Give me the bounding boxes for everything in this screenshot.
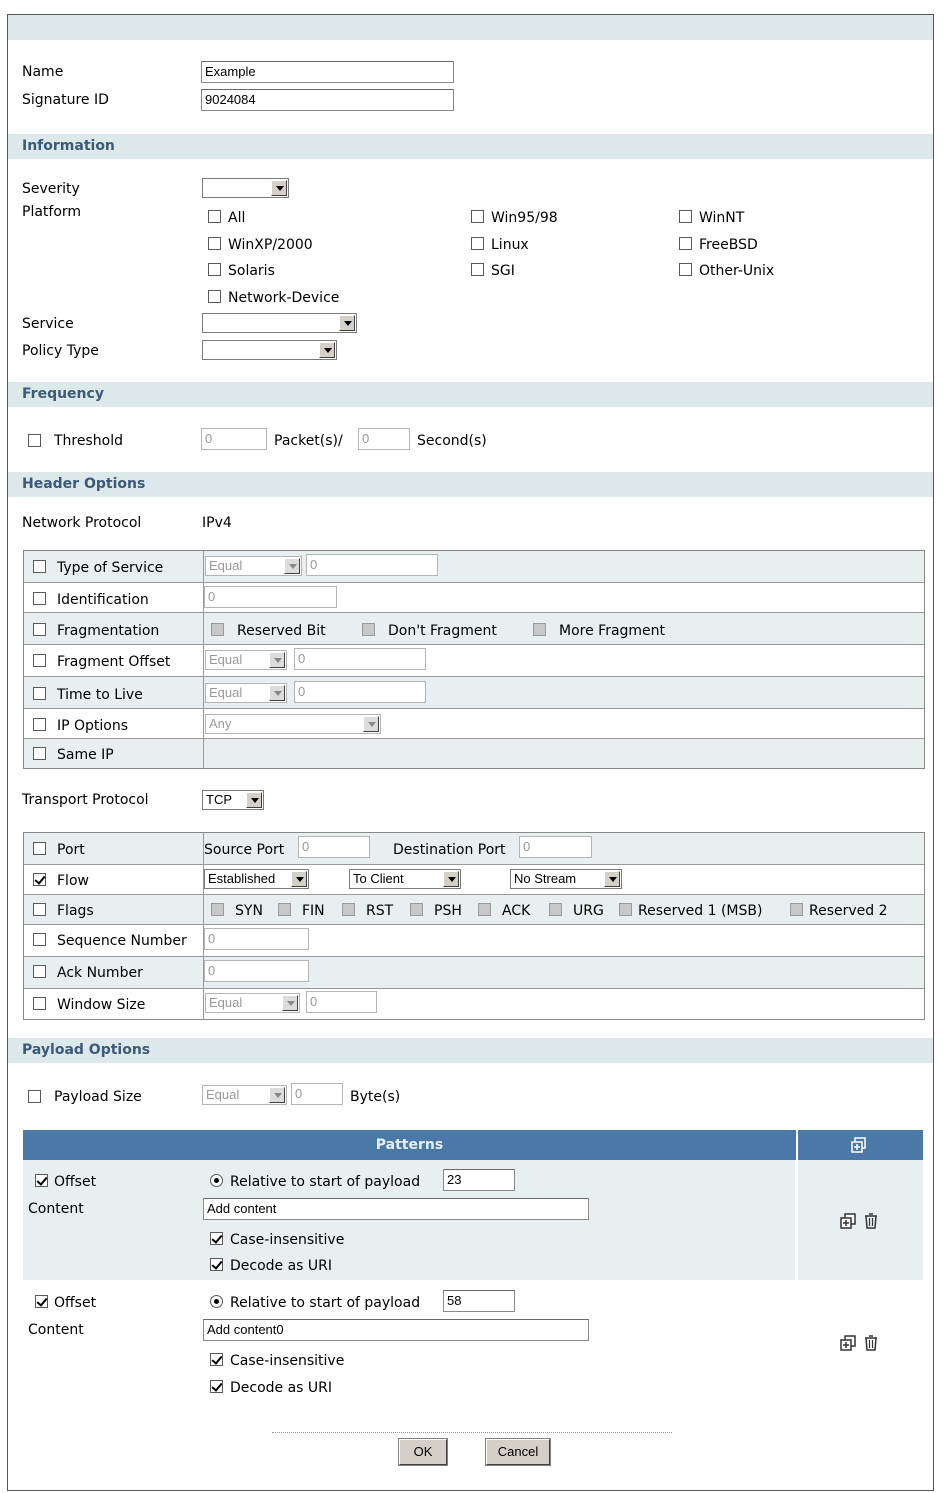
- pattern-1-uri-checkbox[interactable]: [210, 1258, 223, 1271]
- column-divider: [203, 551, 204, 768]
- seconds-input[interactable]: 0: [358, 428, 410, 450]
- dont-fragment-checkbox[interactable]: [362, 623, 375, 636]
- pattern-2-relative-radio[interactable]: [210, 1295, 223, 1308]
- window-size-checkbox[interactable]: [33, 997, 46, 1010]
- pattern-1-offset-checkbox[interactable]: [35, 1174, 48, 1187]
- identification-input[interactable]: 0: [204, 586, 337, 608]
- chevron-down-icon: [291, 871, 307, 887]
- flag-ack-checkbox[interactable]: [478, 903, 491, 916]
- pattern-1-offset-input[interactable]: 23: [443, 1169, 515, 1191]
- platform-freebsd-label: FreeBSD: [699, 237, 758, 253]
- packets-input[interactable]: 0: [201, 428, 267, 450]
- pattern-1-content-input[interactable]: Add content: [203, 1198, 589, 1220]
- flag-psh-label: PSH: [434, 903, 462, 919]
- platform-solaris-checkbox[interactable]: [208, 263, 221, 276]
- sequence-number-checkbox[interactable]: [33, 933, 46, 946]
- chevron-down-icon: [319, 342, 335, 358]
- chevron-down-icon: [604, 871, 620, 887]
- pattern-2-offset-input[interactable]: 58: [443, 1290, 515, 1312]
- sequence-number-input[interactable]: 0: [204, 928, 309, 950]
- platform-other-unix-label: Other-Unix: [699, 263, 775, 279]
- flag-psh-checkbox[interactable]: [410, 903, 423, 916]
- window-size-input[interactable]: 0: [306, 991, 377, 1013]
- pattern-2-uri-label: Decode as URI: [230, 1380, 333, 1396]
- platform-winxp-checkbox[interactable]: [208, 237, 221, 250]
- threshold-checkbox[interactable]: [28, 434, 41, 447]
- threshold-label: Threshold: [54, 433, 123, 449]
- pattern-2-content-label: Content: [28, 1322, 84, 1338]
- pattern-actions-cell: [798, 1160, 923, 1280]
- section-title: Payload Options: [22, 1042, 151, 1058]
- chevron-down-icon: [363, 716, 379, 732]
- pattern-1-content-label: Content: [28, 1201, 84, 1217]
- platform-solaris-label: Solaris: [228, 263, 275, 279]
- pattern-2-uri-checkbox[interactable]: [210, 1380, 223, 1393]
- table-row: [24, 989, 924, 1019]
- column-divider: [203, 833, 204, 1019]
- section-title: Frequency: [22, 386, 104, 402]
- name-input[interactable]: Example: [201, 61, 454, 83]
- frequency-section-header: [8, 382, 933, 407]
- patterns-table-header: [23, 1130, 923, 1160]
- ttl-operator-select[interactable]: Equal: [205, 683, 287, 703]
- chevron-down-icon: [443, 871, 459, 887]
- patterns-header-label: Patterns: [375, 1137, 444, 1153]
- identification-label: Identification: [57, 592, 149, 608]
- section-title: Information: [22, 138, 115, 154]
- network-protocol-value: IPv4: [202, 515, 232, 531]
- flags-label: Flags: [57, 903, 94, 919]
- flag-rst-label: RST: [366, 903, 394, 919]
- payload-size-operator-select[interactable]: Equal: [202, 1085, 287, 1105]
- platform-winxp-label: WinXP/2000: [228, 237, 313, 253]
- chevron-down-icon: [269, 1087, 285, 1103]
- flag-reserved1-label: Reserved 1 (MSB): [638, 903, 763, 919]
- policy-type-label: Policy Type: [22, 343, 99, 359]
- flag-urg-checkbox[interactable]: [549, 903, 562, 916]
- header-options-section-header: [8, 472, 933, 497]
- pattern-2-case-label: Case-insensitive: [230, 1353, 345, 1369]
- flag-syn-label: SYN: [235, 903, 263, 919]
- ok-button[interactable]: OK: [399, 1439, 447, 1465]
- ip-options-label: IP Options: [57, 718, 129, 734]
- section-title: Header Options: [22, 476, 146, 492]
- flag-reserved1-checkbox[interactable]: [619, 903, 632, 916]
- port-checkbox[interactable]: [33, 842, 46, 855]
- fragment-offset-input[interactable]: 0: [294, 648, 426, 670]
- port-label: Port: [57, 842, 85, 858]
- transport-protocol-select[interactable]: TCP: [202, 790, 264, 810]
- pattern-2-relative-label: Relative to start of payload: [230, 1295, 421, 1311]
- dont-fragment-label: Don't Fragment: [388, 623, 497, 639]
- destination-port-label: Destination Port: [393, 842, 506, 858]
- ttl-label: Time to Live: [57, 687, 143, 703]
- chevron-down-icon: [246, 792, 262, 808]
- pattern-1-relative-label: Relative to start of payload: [230, 1174, 421, 1190]
- duplicate-icon[interactable]: [840, 1335, 856, 1351]
- cancel-button[interactable]: Cancel: [486, 1439, 550, 1465]
- source-port-input[interactable]: 0: [298, 836, 370, 858]
- platform-win95-checkbox[interactable]: [471, 210, 484, 223]
- window-size-operator-select[interactable]: Equal: [205, 993, 300, 1013]
- flag-fin-checkbox[interactable]: [278, 903, 291, 916]
- pattern-1-uri-label: Decode as URI: [230, 1258, 333, 1274]
- platform-sgi-checkbox[interactable]: [471, 263, 484, 276]
- source-port-label: Source Port: [204, 842, 285, 858]
- fragment-offset-label: Fragment Offset: [57, 654, 171, 670]
- tos-value-input[interactable]: 0: [306, 554, 438, 576]
- payload-size-input[interactable]: 0: [291, 1083, 343, 1105]
- tos-checkbox[interactable]: [33, 560, 46, 573]
- tcp-options-table: [23, 832, 925, 1020]
- table-row: [24, 865, 924, 895]
- information-section-header: [8, 134, 933, 159]
- payload-size-checkbox[interactable]: [28, 1090, 41, 1103]
- severity-select[interactable]: [202, 178, 289, 198]
- chevron-down-icon: [282, 995, 298, 1011]
- trash-icon[interactable]: [863, 1335, 879, 1351]
- pattern-1-case-checkbox[interactable]: [210, 1232, 223, 1245]
- payload-size-label: Payload Size: [54, 1089, 142, 1105]
- table-row: [24, 583, 924, 613]
- table-row: [24, 895, 924, 925]
- chevron-down-icon: [339, 315, 355, 331]
- flag-ack-label: ACK: [502, 903, 531, 919]
- flow-label: Flow: [57, 873, 89, 889]
- pattern-2-content-input[interactable]: Add content0: [203, 1319, 589, 1341]
- pattern-1-relative-radio[interactable]: [210, 1174, 223, 1187]
- ack-number-input[interactable]: 0: [204, 960, 309, 982]
- same-ip-label: Same IP: [57, 747, 114, 763]
- platform-all-label: All: [228, 210, 246, 226]
- window-size-label: Window Size: [57, 997, 146, 1013]
- identification-checkbox[interactable]: [33, 592, 46, 605]
- chevron-down-icon: [269, 652, 285, 668]
- chevron-down-icon: [271, 180, 287, 196]
- seconds-unit-label: Second(s): [417, 433, 487, 449]
- chevron-down-icon: [269, 685, 285, 701]
- ttl-input[interactable]: 0: [294, 681, 426, 703]
- fragment-offset-checkbox[interactable]: [33, 654, 46, 667]
- platform-freebsd-checkbox[interactable]: [679, 237, 692, 250]
- fragmentation-label: Fragmentation: [57, 623, 160, 639]
- flag-fin-label: FIN: [302, 903, 325, 919]
- signature-id-input[interactable]: 9024084: [201, 89, 454, 111]
- flow-state-select[interactable]: Established: [204, 869, 309, 889]
- platform-winnt-checkbox[interactable]: [679, 210, 692, 223]
- ack-number-checkbox[interactable]: [33, 965, 46, 978]
- pattern-2-case-checkbox[interactable]: [210, 1353, 223, 1366]
- pattern-2-offset-label: Offset: [54, 1295, 97, 1311]
- table-row: [24, 677, 924, 709]
- destination-port-input[interactable]: 0: [519, 836, 592, 858]
- pattern-1-offset-label: Offset: [54, 1174, 97, 1190]
- duplicate-icon[interactable]: [840, 1213, 856, 1229]
- ip-options-select[interactable]: Any: [205, 714, 381, 734]
- platform-other-unix-checkbox[interactable]: [679, 263, 692, 276]
- header-divider: [796, 1130, 798, 1160]
- service-label: Service: [22, 316, 74, 332]
- ack-number-label: Ack Number: [57, 965, 143, 981]
- ttl-checkbox[interactable]: [33, 687, 46, 700]
- platform-winnt-label: WinNT: [699, 210, 745, 226]
- flag-reserved2-checkbox[interactable]: [790, 903, 803, 916]
- flow-direction-select[interactable]: To Client: [349, 869, 461, 889]
- flags-checkbox[interactable]: [33, 903, 46, 916]
- reserved-bit-checkbox[interactable]: [211, 623, 224, 636]
- severity-label: Severity: [22, 181, 80, 197]
- flow-stream-select[interactable]: No Stream: [510, 869, 622, 889]
- platform-sgi-label: SGI: [491, 263, 515, 279]
- name-label: Name: [22, 64, 64, 80]
- flag-urg-label: URG: [573, 903, 604, 919]
- tos-label: Type of Service: [57, 560, 164, 576]
- signature-id-label: Signature ID: [22, 92, 109, 108]
- platform-network-device-label: Network-Device: [228, 290, 340, 306]
- table-row: [24, 739, 924, 768]
- trash-icon[interactable]: [863, 1213, 879, 1229]
- tos-operator-select[interactable]: Equal: [205, 556, 302, 576]
- flag-syn-checkbox[interactable]: [211, 903, 224, 916]
- ip-options-checkbox[interactable]: [33, 718, 46, 731]
- pattern-2-offset-checkbox[interactable]: [35, 1295, 48, 1308]
- packets-unit-label: Packet(s)/: [274, 433, 343, 449]
- same-ip-checkbox[interactable]: [33, 747, 46, 760]
- network-protocol-label: Network Protocol: [22, 515, 142, 531]
- payload-size-unit: Byte(s): [350, 1089, 401, 1105]
- flag-rst-checkbox[interactable]: [342, 903, 355, 916]
- service-select[interactable]: [202, 313, 357, 333]
- button-separator: [272, 1432, 672, 1433]
- flow-checkbox[interactable]: [33, 873, 46, 886]
- more-fragment-checkbox[interactable]: [533, 623, 546, 636]
- add-pattern-icon[interactable]: [851, 1137, 867, 1153]
- reserved-bit-label: Reserved Bit: [237, 623, 326, 639]
- platform-network-device-checkbox[interactable]: [208, 290, 221, 303]
- platform-all-checkbox[interactable]: [208, 210, 221, 223]
- flag-reserved2-label: Reserved 2: [809, 903, 888, 919]
- table-row: [24, 957, 924, 989]
- pattern-1-case-label: Case-insensitive: [230, 1232, 345, 1248]
- top-band: [8, 15, 933, 40]
- platform-label: Platform: [22, 204, 82, 220]
- more-fragment-label: More Fragment: [559, 623, 666, 639]
- transport-protocol-label: Transport Protocol: [22, 792, 149, 808]
- fragment-offset-operator-select[interactable]: Equal: [205, 650, 287, 670]
- table-row: [24, 709, 924, 739]
- platform-linux-label: Linux: [491, 237, 529, 253]
- fragmentation-checkbox[interactable]: [33, 623, 46, 636]
- sequence-number-label: Sequence Number: [57, 933, 187, 949]
- platform-linux-checkbox[interactable]: [471, 237, 484, 250]
- platform-win95-label: Win95/98: [491, 210, 558, 226]
- payload-options-section-header: [8, 1038, 933, 1063]
- policy-type-select[interactable]: [202, 340, 337, 360]
- chevron-down-icon: [284, 558, 300, 574]
